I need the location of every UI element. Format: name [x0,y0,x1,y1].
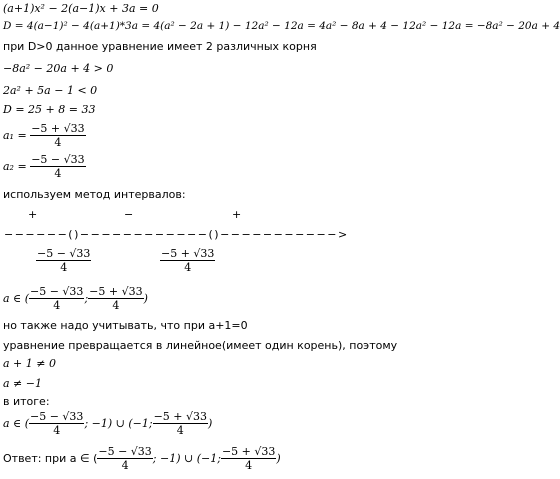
interval-suffix: ) [143,292,148,305]
discriminant-text: D = 4(a−1)² − 4(a+1)*3a = 4(a² − 2a + 1) − 12a² − 12a = 4a² − 8a + 4 − 12a² − 12a = −8a² − 20a + 4 [3,20,560,32]
a2-denominator: 4 [54,167,62,180]
inequality-line-2 [3,84,97,97]
text-d-positive-label: при D>0 данное уравнение имеет 2 различных корня [3,40,317,53]
interval-left-numerator: −5 − √33 [30,285,84,298]
number-line: −−−−−−()−−−−−−−−−−−−()−−−−−−−−−−−> [4,228,349,241]
d-value-line [3,103,95,116]
a2-fraction [30,153,85,180]
result-prefix: a ∈ ( [3,417,29,430]
a1-line [3,122,86,149]
result-line [3,410,212,437]
answer-left-fraction [97,445,152,472]
discriminant-line [3,20,560,33]
result-left-numerator: −5 − √33 [30,410,84,423]
text-linear [3,339,397,352]
interval-line [3,285,148,312]
result-suffix: ) [208,417,213,430]
text-d-positive [3,40,317,53]
condition-1-text: a + 1 ≠ 0 [3,357,56,370]
answer-line [3,445,281,472]
root-left-denominator: 4 [60,261,68,274]
answer-left-denominator: 4 [121,459,129,472]
result-right-denominator: 4 [176,424,184,437]
a1-denominator: 4 [54,136,62,149]
result-left-fraction [29,410,84,437]
root-left-fraction [36,247,91,274]
result-middle: ; −1) ∪ (−1; [84,417,153,430]
a2-numerator: −5 − √33 [31,153,85,166]
root-right-fraction [160,247,215,274]
text-interval-method [3,188,186,201]
condition-2-text: a ≠ −1 [3,377,42,390]
root-right-numerator: −5 + √33 [161,247,215,260]
a2-line [3,153,86,180]
interval-right-denominator: 4 [112,299,120,312]
interval-left-denominator: 4 [53,299,61,312]
text-linear-label: уравнение превращается в линейное(имеет один корень), поэтому [3,339,398,352]
root-right [160,247,215,274]
interval-left-fraction [29,285,84,312]
answer-right-numerator: −5 + √33 [221,445,276,458]
text-also [3,319,248,332]
result-left-denominator: 4 [53,424,61,437]
answer-middle: ; −1) ∪ (−1; [152,452,221,465]
a1-fraction [30,122,85,149]
d-value-text: D = 25 + 8 = 33 [3,103,96,116]
sign-plus-left: + [28,208,38,221]
answer-suffix: ) [276,452,281,465]
root-right-denominator: 4 [184,261,192,274]
result-right-fraction [153,410,208,437]
inequality-1-text: −8a² − 20a + 4 > 0 [3,62,114,75]
condition-line-1 [3,357,56,370]
equation-line [3,2,159,15]
interval-right-numerator: −5 + √33 [89,285,143,298]
sign-plus-right: + [232,208,242,221]
interval-separator: ; [84,292,89,305]
sign-minus-middle: − [124,208,134,221]
a1-lhs: a₁ = [3,129,27,142]
text-interval-method-label: используем метод интервалов: [3,188,186,201]
interval-right-fraction [88,285,143,312]
a2-lhs: a₂ = [3,160,27,173]
condition-line-2 [3,377,42,390]
inequality-line-1 [3,62,113,75]
root-left-numerator: −5 − √33 [37,247,91,260]
interval-prefix: a ∈ ( [3,292,29,305]
result-right-numerator: −5 + √33 [153,410,208,423]
inequality-2-text: 2a² + 5a − 1 < 0 [3,84,98,97]
text-result-label: в итоге: [3,395,50,408]
root-left [36,247,91,274]
equation-text: (a+1)x² − 2(a−1)x + 3a = 0 [3,2,159,15]
answer-left-numerator: −5 − √33 [98,445,152,458]
answer-prefix: Ответ: при a ∈ ( [3,452,98,465]
a1-numerator: −5 + √33 [31,122,85,135]
text-result [3,395,50,408]
text-also-label: но также надо учитывать, что при a+1=0 [3,319,248,332]
answer-right-denominator: 4 [245,459,253,472]
answer-right-fraction [221,445,276,472]
